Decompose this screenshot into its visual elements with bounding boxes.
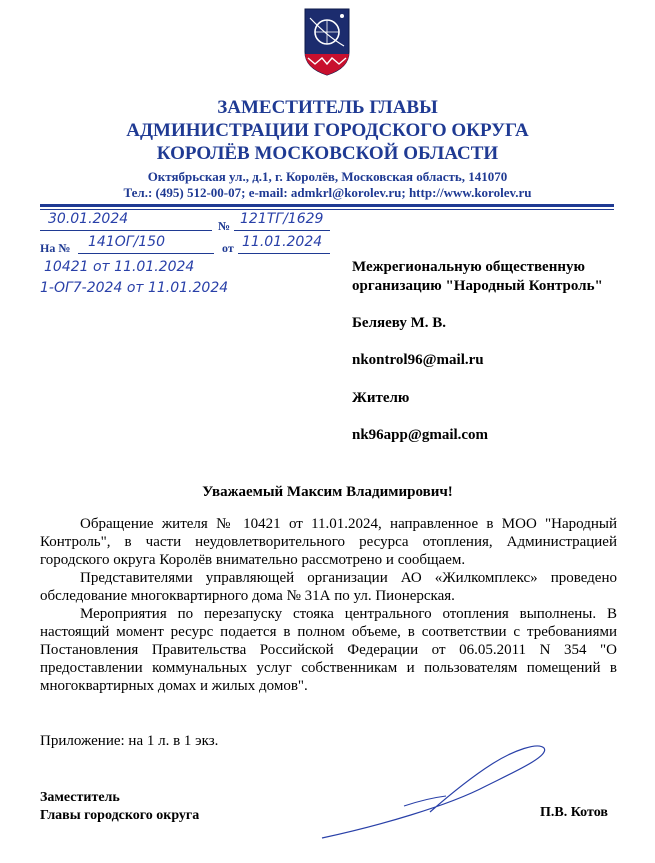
letter-paragraph-1: Обращение жителя № 10421 от 11.01.2024, направленное в МОО "Народный Контроль", в части неудовлетворительного ресурса отопления, Администрацией городского округа Королёв внимательно рассмотрено и сообщаем. bbox=[40, 516, 617, 568]
addressee-org-line-1: Межрегиональную общественную bbox=[352, 259, 585, 275]
number-line bbox=[234, 230, 330, 231]
in-reply-date: 11.01.2024 bbox=[242, 234, 323, 250]
registration-number: 121ТГ/1629 bbox=[240, 211, 324, 227]
in-reply-label: На № bbox=[40, 241, 71, 255]
header-address: Октябрьская ул., д.1, г. Королёв, Московская область, 141070 bbox=[147, 169, 508, 184]
city-emblem-icon bbox=[304, 8, 350, 76]
signature-icon bbox=[318, 740, 558, 848]
in-reply-number: 141ОГ/150 bbox=[88, 234, 165, 250]
header-title-line-1: ЗАМЕСТИТЕЛЬ ГЛАВЫ bbox=[217, 97, 438, 118]
header-title-line-2: АДМИНИСТРАЦИИ ГОРОДСКОГО ОКРУГА bbox=[126, 120, 529, 141]
header-rule-thin bbox=[40, 209, 614, 210]
header-rule-thick bbox=[40, 204, 614, 207]
signature-position-line-1: Заместитель bbox=[40, 790, 120, 805]
header-contacts: Тел.: (495) 512-00-07; e-mail: admkrl@korolev.ru; http://www.korolev.ru bbox=[123, 185, 532, 200]
header-title-line-3: КОРОЛЁВ МОСКОВСКОЙ ОБЛАСТИ bbox=[156, 143, 499, 164]
addressee-email-2: nk96app@gmail.com bbox=[352, 427, 489, 443]
date-line bbox=[40, 230, 212, 231]
signature-name: П.В. Котов bbox=[540, 805, 608, 820]
in-reply-date-line bbox=[238, 253, 330, 254]
addressee-org-line-2: организацию "Народный Контроль" bbox=[352, 278, 603, 294]
in-reply-number-line bbox=[78, 253, 214, 254]
registration-date: 30.01.2024 bbox=[48, 211, 129, 227]
letter-body bbox=[40, 515, 617, 695]
number-label: № bbox=[218, 219, 231, 233]
addressee-person: Беляеву М. В. bbox=[352, 315, 447, 331]
signature-position-line-2: Главы городского округа bbox=[40, 808, 200, 823]
letter-paragraph-2: Представителями управляющей организации АО «Жилкомплекс» проведено обследование многоквартирного дома № 31А по ул. Пионерская. bbox=[40, 570, 617, 604]
addressee-resident: Жителю bbox=[352, 390, 410, 406]
addressee-email-1: nkontrol96@mail.ru bbox=[352, 352, 484, 368]
letter-paragraph-3: Мероприятия по перезапуску стояка центрального отопления выполнены. В настоящий момент ресурс подается в полном объеме, в соответствии с требованиями Постановления Правительства Российской Федерации от 06.05.2011 N 354 "О предоставлении коммунальных услуг собственникам и пользователям помещений в многоквартирных домах и жилых домов". bbox=[40, 606, 617, 694]
letter-greeting: Уважаемый Максим Владимирович! bbox=[202, 484, 453, 500]
registration-note-1: 10421 от 11.01.2024 bbox=[44, 259, 195, 275]
registration-note-2: 1-ОГ7-2024 от 11.01.2024 bbox=[40, 280, 229, 296]
letter-attachment: Приложение: на 1 л. в 1 экз. bbox=[40, 733, 219, 749]
from-label: от bbox=[222, 241, 234, 255]
